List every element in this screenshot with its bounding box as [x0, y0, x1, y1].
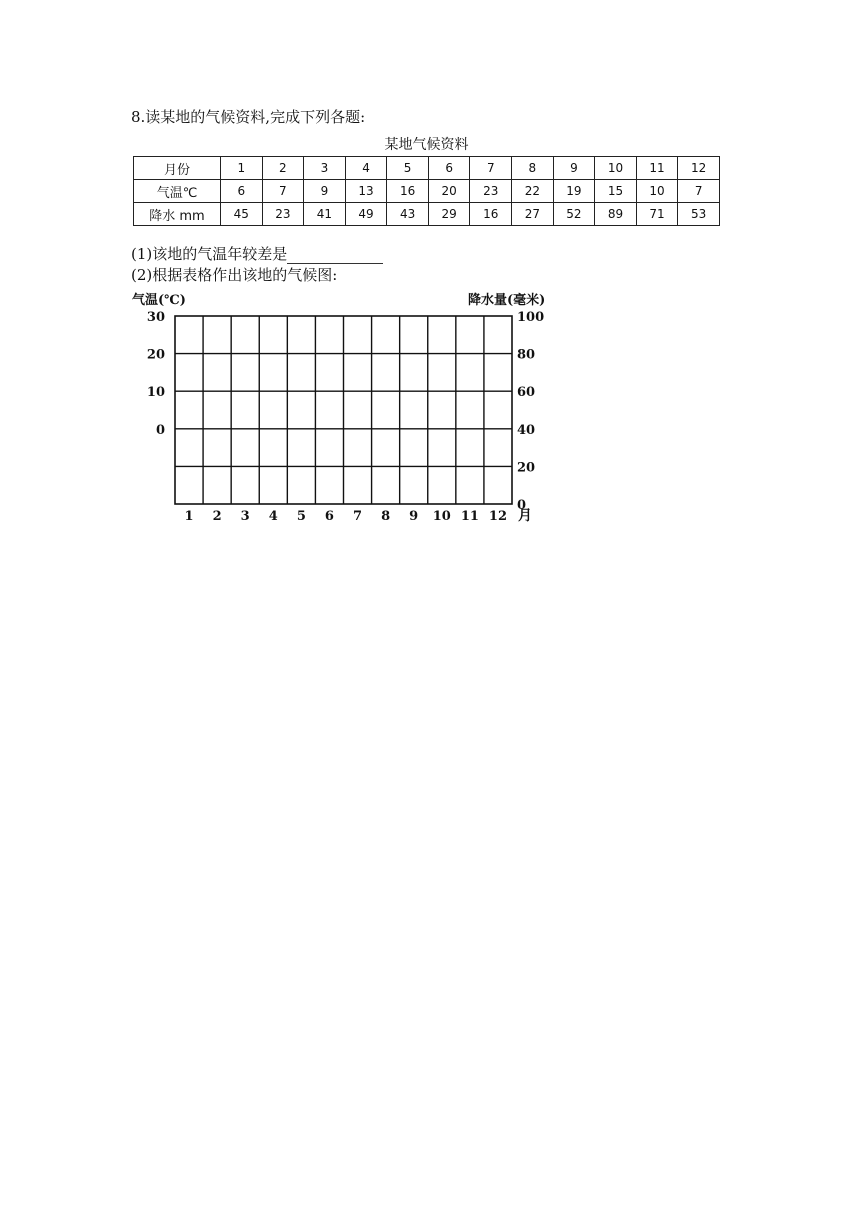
table-cell: 71 [636, 203, 678, 226]
x-axis-ticks [185, 509, 507, 524]
grid-lines [175, 316, 512, 504]
table-cell: 10 [595, 157, 637, 180]
table-cell: 2 [262, 157, 304, 180]
right-axis-ticks [517, 310, 544, 513]
left-tick-label: 10 [146, 385, 165, 401]
table-cell: 23 [470, 180, 512, 203]
sub-question-1-text: (1)该地的气温年较差是 [131, 245, 288, 263]
table-cell: 5 [387, 157, 429, 180]
row-header: 降水 mm [134, 203, 221, 226]
x-tick-label: 7 [353, 509, 363, 524]
table-cell: 6 [221, 180, 263, 203]
table-cell: 52 [553, 203, 595, 226]
table-cell: 11 [636, 157, 678, 180]
table-cell: 9 [553, 157, 595, 180]
table-cell: 23 [262, 203, 304, 226]
x-tick-label: 12 [488, 509, 508, 524]
table-cell: 10 [636, 180, 678, 203]
left-axis-ticks [147, 310, 165, 438]
x-tick-label: 1 [184, 509, 194, 524]
left-tick-label: 20 [146, 347, 165, 363]
x-tick-label: 6 [324, 509, 334, 524]
x-tick-label: 4 [268, 509, 278, 524]
table-cell: 3 [304, 157, 346, 180]
table-cell: 89 [595, 203, 637, 226]
question-title: 8.读某地的气候资料,完成下列各题: [131, 108, 366, 126]
left-tick-label: 0 [155, 422, 165, 438]
x-tick-label: 8 [381, 509, 391, 524]
table-cell: 7 [262, 180, 304, 203]
right-tick-label: 100 [517, 310, 545, 325]
left-tick-label: 30 [146, 310, 165, 325]
right-tick-label: 0 [517, 498, 527, 513]
table-cell: 53 [678, 203, 720, 226]
table-cell: 29 [428, 203, 470, 226]
table-cell: 41 [304, 203, 346, 226]
table-cell: 9 [304, 180, 346, 203]
right-axis-title: 降水量(毫米) [468, 293, 546, 308]
table-cell: 7 [470, 157, 512, 180]
sub-question-2: (2)根据表格作出该地的气候图: [131, 266, 338, 284]
x-tick-label: 11 [460, 509, 479, 524]
x-tick-label: 2 [212, 509, 222, 524]
x-tick-label: 3 [240, 509, 250, 524]
x-tick-label: 10 [432, 509, 451, 524]
table-cell: 16 [470, 203, 512, 226]
table-cell: 13 [345, 180, 387, 203]
table-cell: 7 [678, 180, 720, 203]
right-tick-label: 40 [517, 422, 536, 438]
table-cell: 19 [553, 180, 595, 203]
table-cell: 27 [512, 203, 554, 226]
x-axis-unit: 月 [518, 508, 532, 524]
right-tick-label: 20 [517, 460, 536, 476]
table-cell: 45 [221, 203, 263, 226]
x-tick-label: 9 [409, 509, 419, 524]
table-cell: 22 [512, 180, 554, 203]
table-cell: 15 [595, 180, 637, 203]
table-cell: 4 [345, 157, 387, 180]
table-cell: 43 [387, 203, 429, 226]
table-cell: 16 [387, 180, 429, 203]
right-tick-label: 80 [517, 347, 536, 363]
left-axis-title: 气温(℃) [132, 293, 186, 308]
table-cell: 49 [345, 203, 387, 226]
table-cell: 6 [428, 157, 470, 180]
table-caption: 某地气候资料 [384, 137, 469, 153]
table-cell: 12 [678, 157, 720, 180]
x-tick-label: 5 [296, 509, 306, 524]
table-cell: 8 [512, 157, 554, 180]
table-cell: 20 [428, 180, 470, 203]
table-cell: 1 [221, 157, 263, 180]
row-header: 气温℃ [134, 180, 221, 203]
row-header: 月份 [134, 157, 221, 180]
right-tick-label: 60 [517, 385, 536, 401]
